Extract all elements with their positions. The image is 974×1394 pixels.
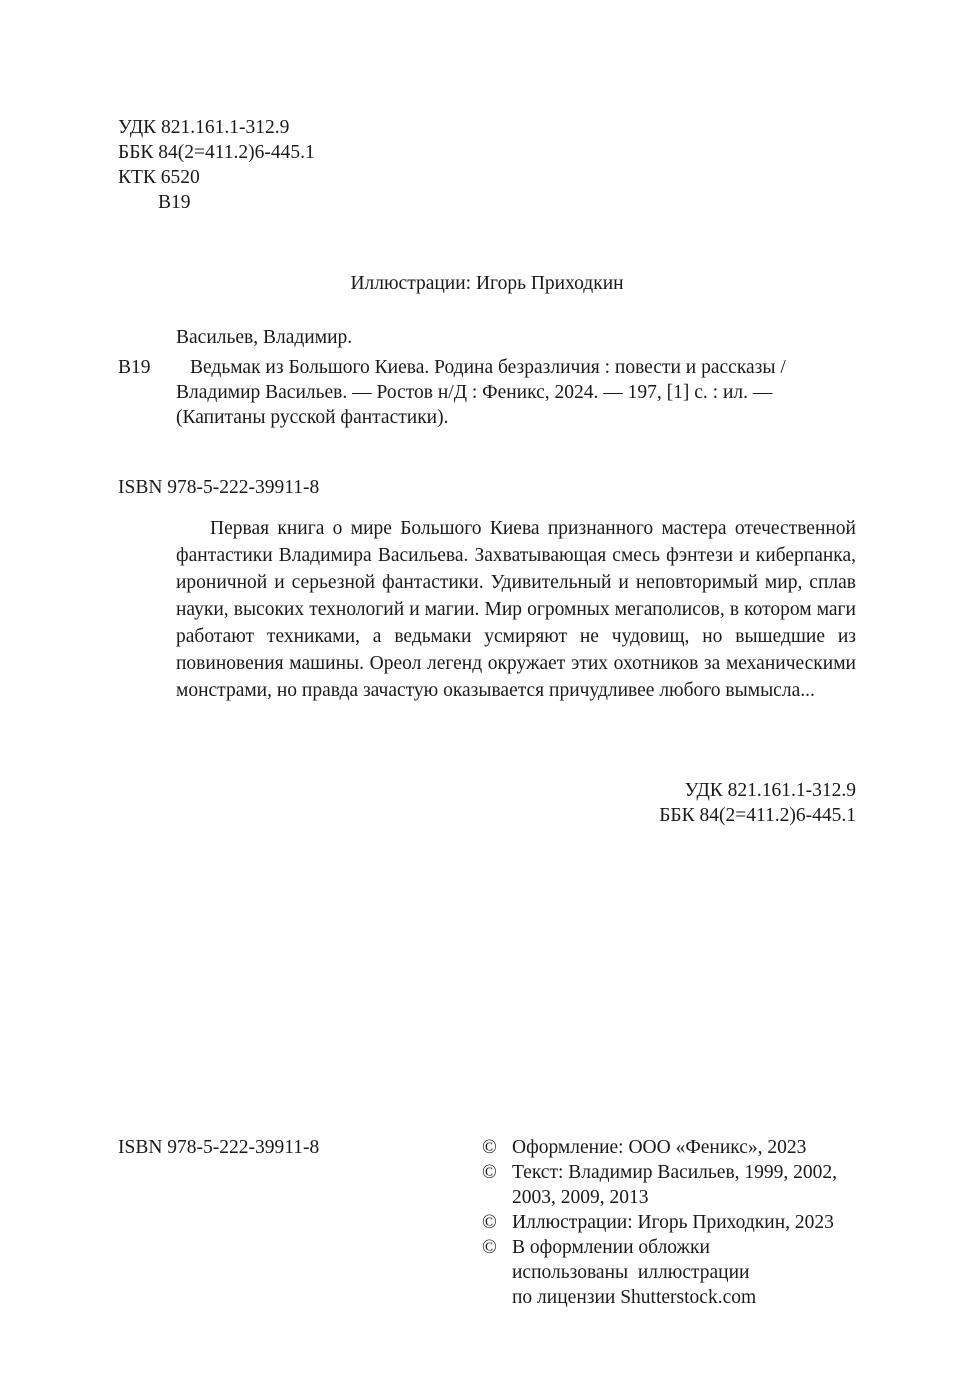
biblio-line: (Капитаны русской фантастики). — [176, 407, 449, 428]
copyright-icon: © — [482, 1137, 497, 1158]
author-mark: В19 — [158, 192, 191, 213]
biblio-author-heading: Васильев, Владимир. — [176, 327, 353, 348]
biblio-line: Владимир Васильев. — Ростов н/Д : Феникс, 2024. — 197, [1] с. : ил. — — [176, 382, 773, 403]
copyright-text: Оформление: ООО «Феникс», 2023 — [512, 1137, 807, 1158]
bbk-code: ББК 84(2=411.2)6-445.1 — [118, 142, 315, 163]
copyright-list — [482, 1135, 882, 1310]
biblio-line: Ведьмак из Большого Киева. Родина безразличия : повести и рассказы / — [190, 357, 786, 378]
copyright-text: 2003, 2009, 2013 — [512, 1187, 649, 1208]
classification-block-bottom — [659, 778, 856, 828]
classification-block — [118, 115, 315, 215]
copyright-text: Иллюстрации: Игорь Приходкин, 2023 — [512, 1212, 834, 1233]
biblio-author-mark: В19 — [118, 357, 151, 378]
bbk-code-bottom: ББК 84(2=411.2)6-445.1 — [659, 805, 856, 826]
isbn-top: ISBN 978-5-222-39911-8 — [118, 477, 320, 498]
biblio-record-body — [176, 355, 856, 430]
copyright-item — [482, 1235, 882, 1310]
copyright-icon: © — [482, 1237, 497, 1258]
copyright-item — [482, 1210, 882, 1235]
udk-code: УДК 821.161.1-312.9 — [118, 117, 290, 138]
udk-code-bottom: УДК 821.161.1-312.9 — [684, 780, 856, 801]
illustrator-credit: Иллюстрации: Игорь Приходкин — [350, 273, 624, 294]
copyright-item — [482, 1135, 882, 1160]
annotation — [176, 515, 856, 704]
copyright-text: Текст: Владимир Васильев, 1999, 2002, — [512, 1162, 838, 1183]
annotation-text: Первая книга о мире Большого Киева признанного мастера отечественной фантастики Владимира Васильева. Захватывающая смесь фэнтези и киберпанка, ироничной и серьезной фантастики. Удивительный и неповторимый мир, сплав науки, высоких технологий и магии. Мир огромных мегаполисов, в котором маги работают техниками, а ведьмаки усмиряют не чудовищ, но вышедшие из повиновения машины. Ореол легенд окружает этих охотников за механическими монстрами, но правда зачастую оказывается причудливее любого вымысла... — [176, 518, 856, 701]
copyright-text: использованы иллюстрации — [512, 1262, 750, 1283]
copyright-icon: © — [482, 1162, 497, 1183]
copyright-text: В оформлении обложки — [512, 1237, 710, 1258]
ktk-code: КТК 6520 — [118, 167, 200, 188]
isbn-bottom: ISBN 978-5-222-39911-8 — [118, 1137, 320, 1158]
copyright-icon: © — [482, 1212, 497, 1233]
copyright-text: по лицензии Shutterstock.com — [512, 1287, 757, 1308]
copyright-item — [482, 1160, 882, 1210]
